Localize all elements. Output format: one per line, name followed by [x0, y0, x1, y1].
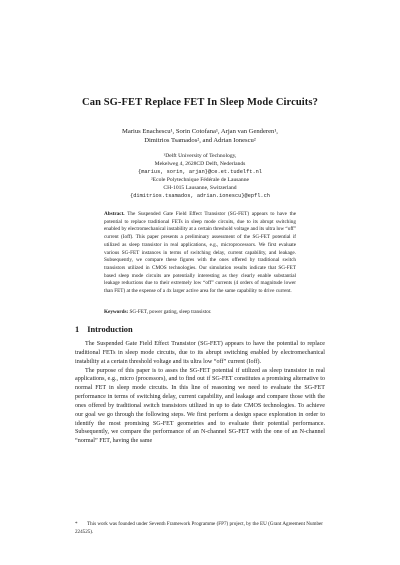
footnote-text: This work was founded under Seventh Framework Programme (FP7) project, by the EU (Grant Agreement Number 224525). — [75, 521, 323, 535]
section-number: 1 — [75, 325, 80, 334]
affiliation-1-address: Mekelweg 4, 2628CD Delft, Nederlands — [154, 161, 246, 167]
section-title: Introduction — [87, 325, 133, 334]
keywords-text: SG-FET, power gating, sleep transistor. — [129, 309, 212, 315]
affiliations — [0, 152, 400, 200]
affiliation-2-name: ²Ecole Polytechnique Fédérale de Lausanne — [151, 177, 249, 183]
keywords — [104, 309, 296, 317]
footnote — [75, 521, 325, 536]
body-text — [75, 340, 325, 446]
section-heading — [75, 325, 133, 334]
paper-title: Can SG-FET Replace FET In Sleep Mode Circuits? — [82, 97, 318, 108]
keywords-label: Keywords: — [104, 309, 129, 315]
abstract — [104, 211, 296, 296]
paragraph-2: The purpose of this paper is to asses the SG-FET potential if utilized as sleep transistor in real applications, e.g., micro (processors), and to find out if SG-FET constitutes a promising alternative to normal FET in sleep mode circuits. In this line of reasoning we need to evaluate the SG-FET performance in terms of switching delay, current capability, and leakage and compare those with the ones offered by traditional switch transistors utilized in up to date CMOS technologies. To achieve our goal we go through the following steps. We first perform a design space exploration in order to identify the most promising SG-FET geometries and to evaluate their potential performance. Subsequently, we compare the performance of an N-channel SG-FET with the one of an N-channel “normal” FET, having the same — [75, 367, 325, 445]
abstract-label: Abstract. — [104, 211, 125, 217]
footnote-marker: * — [75, 521, 78, 527]
affiliation-2-address: CH-1015 Lausanne, Switzerland — [163, 185, 237, 191]
author-list — [0, 127, 400, 145]
affiliation-1-name: ¹Delft University of Technology, — [163, 153, 237, 159]
affiliation-1-emails: {marius, sorin, arjan}@ce.et.tudelft.nl — [138, 169, 262, 175]
paragraph-1: The Suspended Gate Field Effect Transistor (SG-FET) appears to have the potential to replace traditional FETs in sleep mode circuits, due to its abrupt switching enabled by electromechanical instability at a certain threshold voltage and its ultra low “off” current (Ioff). — [75, 341, 325, 365]
affiliation-2-emails: {dimitrios.tsamados, adrian.ionescu}@epfl.ch — [130, 193, 270, 199]
author-line-2: Dimitrios Tsamados², and Adrian Ionescu² — [144, 137, 256, 144]
author-line-1: Marius Enachescu¹, Sorin Cotofana¹, Arjan van Genderen¹, — [122, 128, 278, 135]
abstract-text: The Suspended Gate Field Effect Transistor (SG-FET) appears to have the potential to replace traditional FETs in sleep mode circuits, due to its abrupt switching enabled by electromechanical instability at a certain threshold voltage and its ultra low “off” current (Ioff). This paper presents a preliminary assessment of the SG-FET potential if utilized as sleep transistor in real applications, e.g., microprocessors. We first evaluate various SG-FET instances in terms of switching delay, current capability, and leakage. Subsequently, we compare these figures with the ones offered by traditional switch transistors utilized in CMOS technologies. Our simulation results indicate that SG-FET based sleep mode circuits are potentially interesting as they clearly enable substantial leakage reductions due to their extremely low “off” currents (4 orders of magnitude lower than FET) at the expense of a 4x larger active area for the same capability to drive current. — [104, 211, 297, 295]
